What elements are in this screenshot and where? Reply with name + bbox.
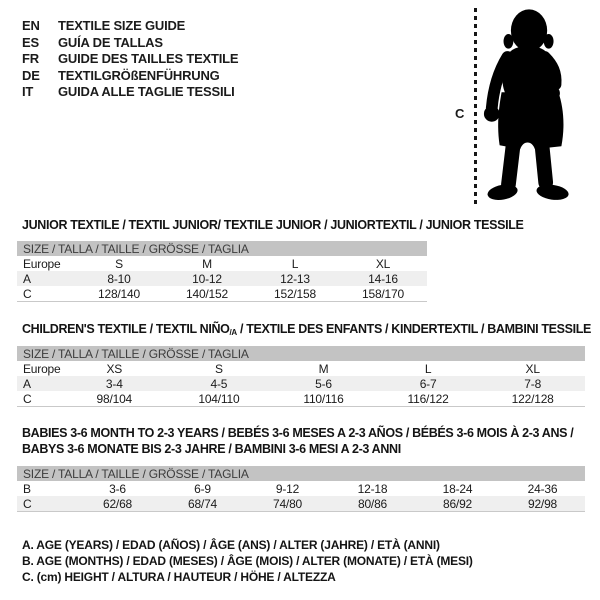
height-cell: 74/80 [272, 496, 303, 511]
size-cell: L [424, 361, 432, 376]
children-title-rest: / TEXTILE DES ENFANTS / KINDERTEXTIL / BAMBINI TESSILE [236, 322, 592, 336]
language-title: GUIDA ALLE TAGLIE TESSILI [58, 84, 235, 99]
footnote-legend [22, 537, 473, 585]
height-marker-label: C [455, 106, 465, 121]
language-code: ES [22, 34, 39, 50]
months-cell: 18-24 [442, 481, 473, 496]
height-measure-dashed-line [474, 8, 477, 205]
height-cell: 98/104 [96, 391, 133, 406]
height-cell: 68/74 [187, 496, 218, 511]
children-size-table [17, 346, 585, 407]
months-cell: 24-36 [527, 481, 558, 496]
height-cell: 158/170 [362, 286, 404, 301]
language-row-it [22, 84, 238, 101]
size-header-bar: SIZE / TALLA / TAILLE / GRÖSSE / TAGLIA [17, 346, 585, 361]
age-cell: 4-5 [210, 376, 228, 391]
language-code: FR [22, 51, 39, 66]
row-label: C [23, 391, 32, 406]
size-cell: S [214, 361, 223, 376]
children-title-main: CHILDREN'S TEXTILE / TEXTIL NIÑO [22, 322, 230, 336]
footnote-age-months: B. AGE (MONTHS) / EDAD (MESES) / ÂGE (MOIS) / ALTER (MONATE) / ETÀ (MESI) [22, 554, 473, 568]
row-label: Europe [23, 256, 61, 271]
height-cell: 86/92 [442, 496, 473, 511]
language-title: TEXTILGRÖßENFÜHRUNG [58, 67, 220, 83]
babies-section-title [22, 425, 573, 457]
height-cell: 62/68 [102, 496, 133, 511]
height-cell: 104/110 [198, 391, 240, 406]
height-cell: 128/140 [98, 286, 140, 301]
size-cell: XS [106, 361, 123, 376]
language-title: GUÍA DE TALLAS [58, 34, 163, 50]
table-row-height [17, 391, 585, 406]
months-cell: 12-18 [357, 481, 388, 496]
footnote-age-years: A. AGE (YEARS) / EDAD (AÑOS) / ÂGE (ANS) / ALTER (JAHRE) / ETÀ (ANNI) [22, 538, 440, 552]
months-cell: 9-12 [275, 481, 300, 496]
age-cell: 7-8 [524, 376, 542, 391]
age-cell: 12-13 [280, 271, 310, 286]
age-cell: 5-6 [315, 376, 332, 391]
language-title: GUIDE DES TAILLES TEXTILE [58, 51, 239, 66]
row-label: A [23, 271, 31, 286]
size-header-bar: SIZE / TALLA / TAILLE / GRÖSSE / TAGLIA [17, 241, 427, 256]
size-cell: S [115, 256, 123, 271]
height-cell: 80/86 [357, 496, 388, 511]
table-row-age [17, 271, 427, 286]
junior-section-title: JUNIOR TEXTILE / TEXTIL JUNIOR/ TEXTILE JUNIOR / JUNIORTEXTIL / JUNIOR TESSILE [22, 218, 524, 232]
age-cell: 8-10 [107, 271, 131, 286]
junior-size-table [17, 241, 427, 302]
table-row-age [17, 376, 585, 391]
footnote-height: C. (cm) HEIGHT / ALTURA / HAUTEUR / HÖHE / ALTEZZA [22, 570, 336, 584]
table-row-europe [17, 361, 585, 376]
children-section-title [22, 321, 591, 341]
table-row-height [17, 496, 585, 511]
size-cell: M [318, 361, 329, 376]
age-cell: 14-16 [368, 271, 398, 286]
height-cell: 140/152 [186, 286, 228, 301]
language-row-en [22, 18, 238, 35]
age-cell: 10-12 [192, 271, 222, 286]
language-legend [22, 18, 238, 101]
babies-size-table [17, 466, 585, 512]
size-cell: M [202, 256, 212, 271]
table-row-months [17, 481, 585, 496]
height-cell: 116/122 [407, 391, 449, 406]
months-cell: 3-6 [109, 481, 126, 496]
language-row-fr [22, 51, 238, 68]
language-code: IT [22, 84, 34, 99]
row-label: Europe [23, 361, 61, 376]
row-label: A [23, 376, 31, 391]
size-cell: L [291, 256, 299, 271]
table-row-height [17, 286, 427, 301]
table-row-europe [17, 256, 427, 271]
language-row-es [22, 35, 238, 52]
size-cell: XL [525, 361, 540, 376]
babies-title-line1: BABIES 3-6 MONTH TO 2-3 YEARS / BEBÉS 3-6 MESES A 2-3 AÑOS / BÉBÉS 3-6 MOIS À 2-3 ANS / [22, 426, 574, 440]
row-label: C [23, 496, 32, 511]
age-cell: 6-7 [419, 376, 437, 391]
language-row-de [22, 68, 238, 85]
language-code: DE [22, 67, 40, 83]
height-cell: 110/116 [303, 391, 344, 406]
height-cell: 92/98 [527, 496, 558, 511]
toddler-silhouette-shapes [484, 9, 570, 202]
row-label: B [23, 481, 31, 496]
height-cell: 152/158 [274, 286, 316, 301]
toddler-silhouette-image [483, 6, 578, 207]
age-cell: 3-4 [105, 376, 123, 391]
months-cell: 6-9 [194, 481, 211, 496]
size-cell: XL [375, 256, 391, 271]
height-cell: 122/128 [511, 391, 554, 406]
row-label: C [23, 286, 32, 301]
language-title: TEXTILE SIZE GUIDE [58, 18, 186, 33]
language-code: EN [22, 18, 40, 33]
babies-title-line2: BABYS 3-6 MONATE BIS 2-3 JAHRE / BAMBINI 3-6 MESI A 2-3 ANNI [22, 442, 401, 456]
children-title-subscript: /A [229, 328, 237, 337]
size-header-bar: SIZE / TALLA / TAILLE / GRÖSSE / TAGLIA [17, 466, 585, 481]
